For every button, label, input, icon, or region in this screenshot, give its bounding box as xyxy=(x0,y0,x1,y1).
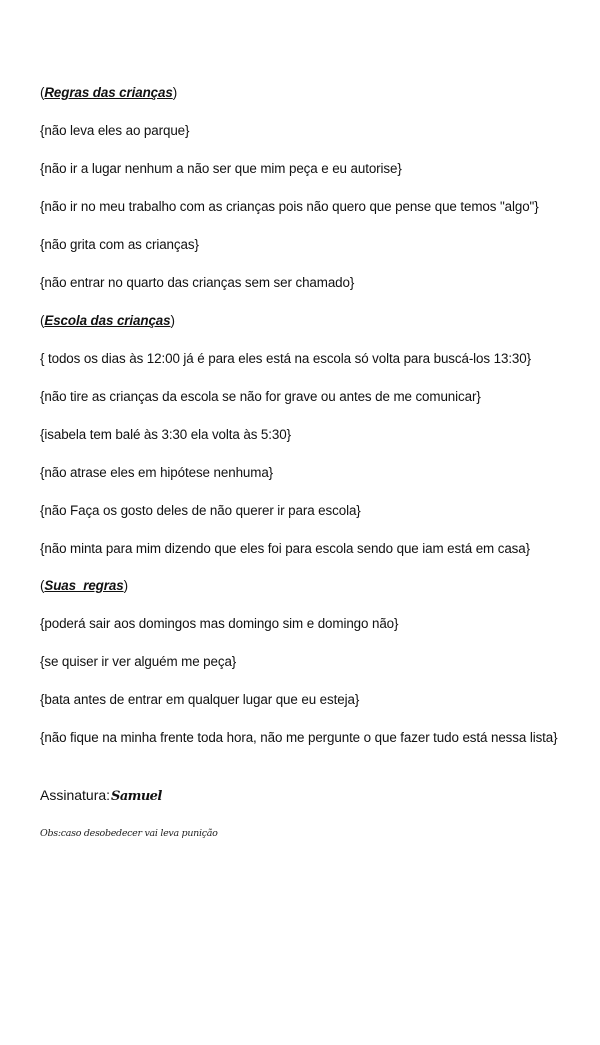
rule-item: {bata antes de entrar em qualquer lugar que eu esteja} xyxy=(40,692,360,707)
rule-item: {não Faça os gosto deles de não querer ir para escola} xyxy=(40,503,361,518)
signature-line xyxy=(40,786,162,806)
rule-item: {poderá sair aos domingos mas domingo sim e domingo não} xyxy=(40,616,399,631)
rule-item: {isabela tem balé às 3:30 ela volta às 5:30} xyxy=(40,427,291,442)
rule-item: {não tire as crianças da escola se não for grave ou antes de me comunicar} xyxy=(40,389,481,404)
rule-item: {não leva eles ao parque} xyxy=(40,123,190,138)
section-title: Escola das crianças xyxy=(44,313,171,328)
open-paren: ( xyxy=(40,578,45,593)
rule-item: {se quiser ir ver alguém me peça} xyxy=(40,654,237,669)
rule-item: {não minta para mim dizendo que eles foi para escola sendo que iam está em casa} xyxy=(40,541,530,556)
signature-label: Assinatura: xyxy=(40,787,111,803)
rule-item: { todos os dias às 12:00 já é para eles está na escola só volta para buscá-los 13:30} xyxy=(40,351,532,366)
close-paren: ) xyxy=(123,578,128,593)
open-paren: ( xyxy=(40,85,45,100)
section-title: Suas regras xyxy=(44,578,124,593)
rule-item: {não ir a lugar nenhum a não ser que mim peça e eu autorise} xyxy=(40,161,402,176)
rule-item: {não fique na minha frente toda hora, não me pergunte o que fazer tudo está nessa lista} xyxy=(40,730,558,745)
rule-item: {não ir no meu trabalho com as crianças pois não quero que pense que temos "algo"} xyxy=(40,199,539,214)
rule-item: {não entrar no quarto das crianças sem ser chamado} xyxy=(40,275,355,290)
rule-item: {não grita com as crianças} xyxy=(40,237,199,252)
close-paren: ) xyxy=(170,313,175,328)
section-heading-suas-regras xyxy=(40,577,128,595)
footnote: Obs:caso desobedecer vai leva punição xyxy=(40,828,218,839)
rule-item: {não atrase eles em hipótese nenhuma} xyxy=(40,465,274,480)
signature-name: Samuel xyxy=(111,789,162,804)
open-paren: ( xyxy=(40,313,45,328)
section-heading-regras-criancas xyxy=(40,84,177,102)
section-heading-escola-criancas xyxy=(40,312,175,330)
close-paren: ) xyxy=(172,85,178,100)
section-title: Regras das crianças xyxy=(44,85,173,100)
